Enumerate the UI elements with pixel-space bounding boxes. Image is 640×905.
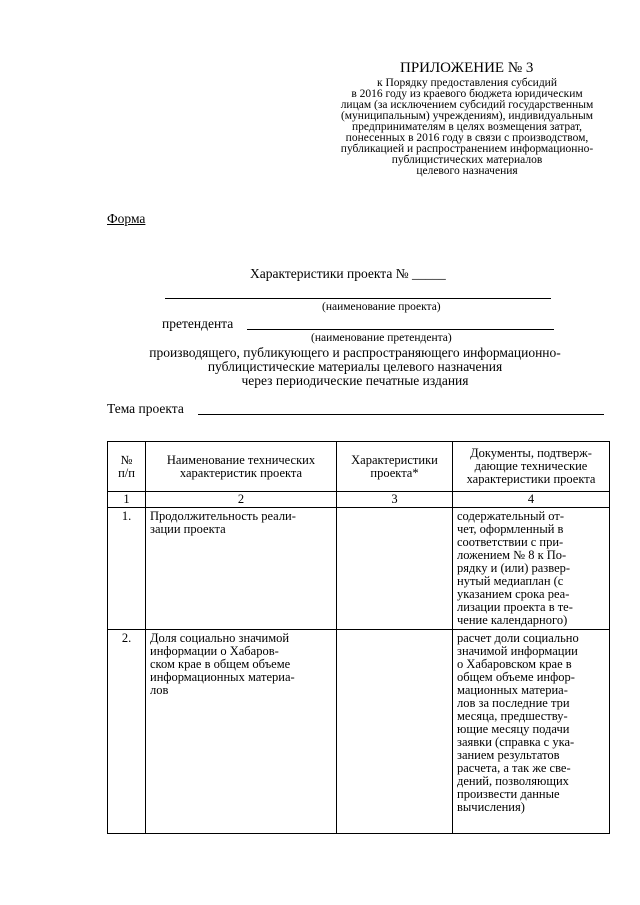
table-index-row	[108, 492, 610, 508]
applicant-label: претендента	[162, 316, 234, 331]
project-name-caption: (наименование проекта)	[322, 301, 441, 313]
index-cell: 2	[146, 492, 337, 508]
row-characteristic-name: Продолжительность реали- зации проекта	[146, 508, 337, 630]
table-header-row	[108, 442, 610, 492]
row-supporting-documents: расчет доли социально значимой информации о Хабаровском крае в общем объеме инфор- мационных материа- лов за последние три месяца, предшеству- ющие месяцу подачи заявки (справка с ука- занием результатов расчета, а так же све- дений, позволяющих произвести данные вычисления)	[453, 630, 610, 834]
characteristics-table	[107, 441, 610, 834]
form-label: Форма	[107, 211, 146, 226]
header-number: № п/п	[108, 442, 146, 492]
appendix-line: целевого назначения	[416, 165, 518, 177]
table-row	[108, 508, 610, 630]
project-name-line[interactable]	[165, 298, 551, 299]
appendix-line: лицам (за исключением субсидий государственным	[340, 99, 594, 111]
appendix-subtitle	[322, 78, 612, 177]
appendix-line: публицистических материалов	[391, 154, 543, 166]
topic-label: Тема проекта	[107, 401, 184, 416]
row-characteristic-name: Доля социально значимой информации о Хабаров- ском крае в общем объеме информационных материа- лов	[146, 630, 337, 834]
applicant-name-line[interactable]	[247, 329, 554, 330]
description-line: производящего, публикующего и распространяющего информационно-	[149, 345, 561, 360]
characteristics-title: Характеристики проекта № _____	[250, 266, 446, 281]
appendix-title: ПРИЛОЖЕНИЕ № 3	[400, 60, 534, 76]
index-cell: 3	[337, 492, 453, 508]
appendix-line: предпринимателям в целях возмещения затрат,	[351, 121, 582, 133]
row-supporting-documents: содержательный от- чет, оформленный в соответствии с при- ложением № 8 к По- рядку и (или) развер- нутый медиаплан (с указанием срока реа- лизации проекта в те- чение календарного)	[453, 508, 610, 630]
appendix-line: публикацией и распространением информационно-	[340, 143, 594, 155]
applicant-caption: (наименование претендента)	[311, 332, 452, 344]
index-cell: 1	[108, 492, 146, 508]
description-block	[100, 346, 610, 388]
table-row	[108, 630, 610, 834]
row-project-value[interactable]	[337, 630, 453, 834]
index-cell: 4	[453, 492, 610, 508]
row-project-value[interactable]	[337, 508, 453, 630]
row-number: 1.	[108, 508, 146, 630]
description-line: публицистические материалы целевого назначения	[207, 359, 503, 374]
header-characteristic-name: Наименование технических характеристик проекта	[146, 442, 337, 492]
header-supporting-documents: Документы, подтверж- дающие технические характеристики проекта	[453, 442, 610, 492]
appendix-line: (муниципальным) учреждениям), индивидуальным	[340, 110, 594, 122]
description-line: через периодические печатные издания	[241, 373, 469, 388]
header-project-characteristics: Характеристики проекта*	[337, 442, 453, 492]
row-number: 2.	[108, 630, 146, 834]
topic-line[interactable]	[198, 414, 604, 415]
appendix-line: к Порядку предоставления субсидий	[377, 77, 557, 89]
appendix-line: понесенных в 2016 году в связи с производством,	[345, 132, 589, 144]
appendix-line: в 2016 году из краевого бюджета юридическим	[351, 88, 583, 100]
